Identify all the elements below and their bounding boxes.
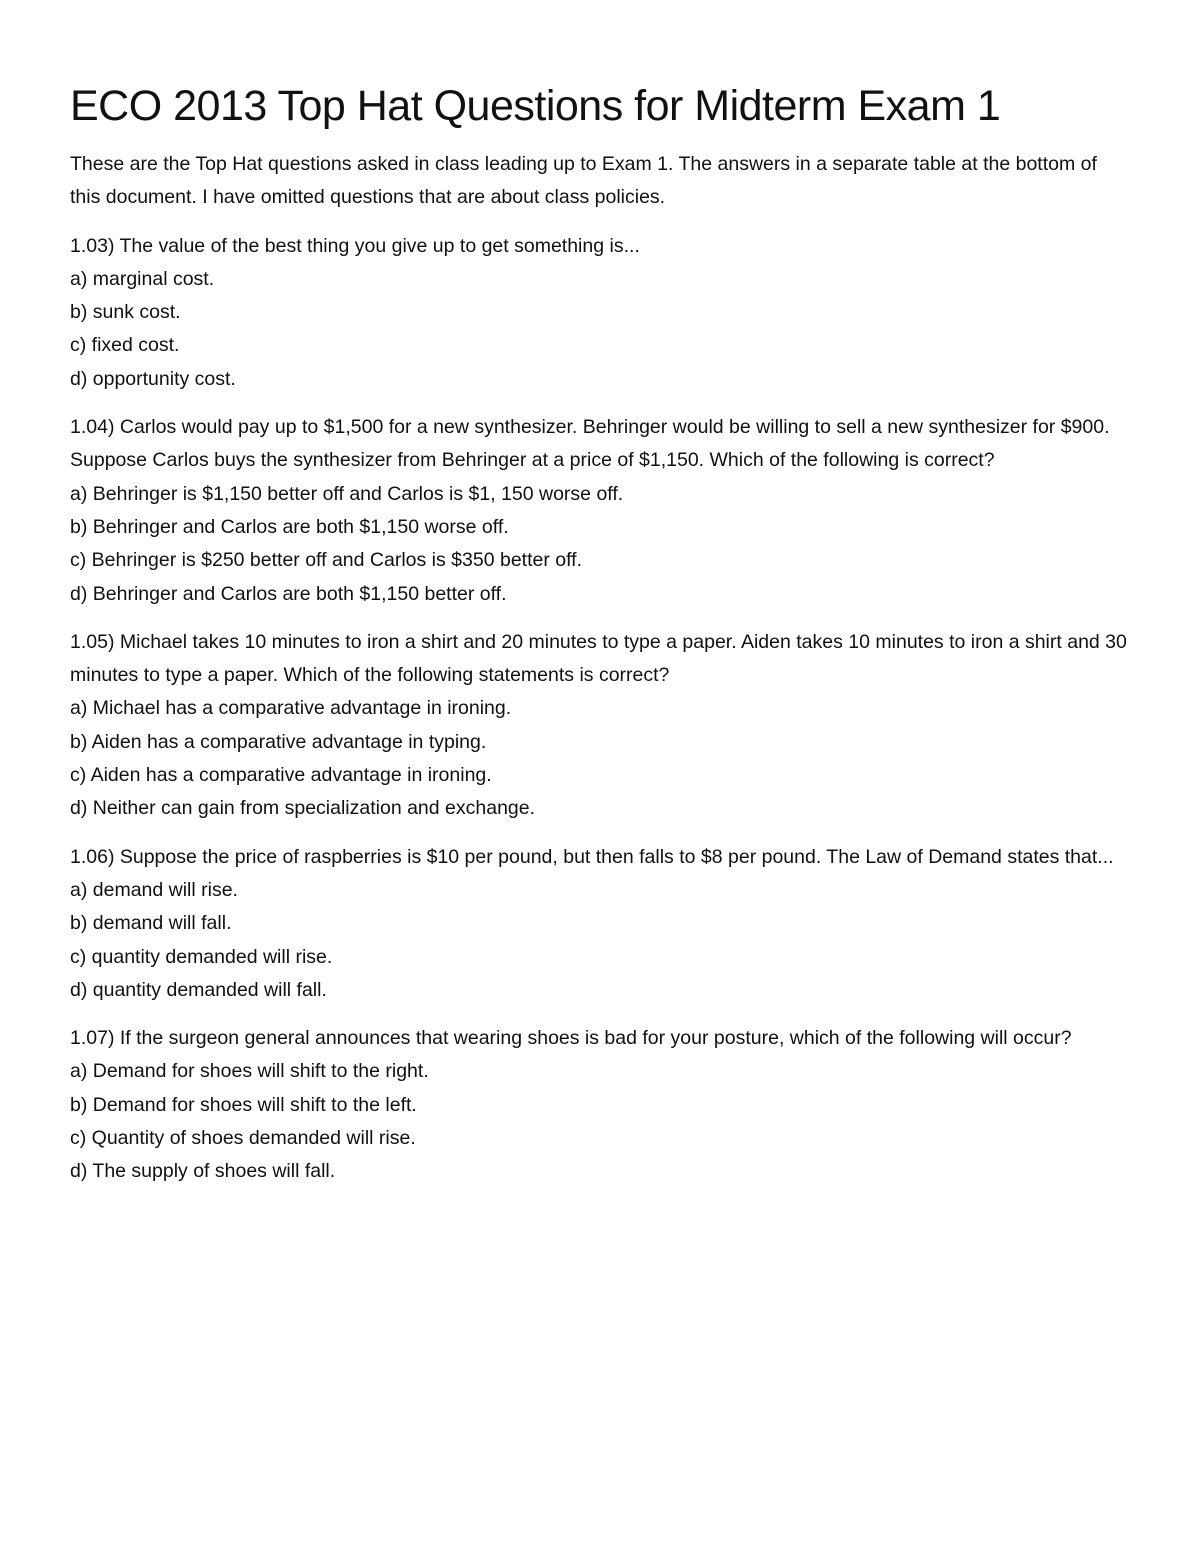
answer-option: d) quantity demanded will fall. — [70, 978, 327, 1001]
answer-option: c) fixed cost. — [70, 334, 180, 357]
answer-option: b) sunk cost. — [70, 301, 181, 324]
question-block — [70, 626, 1130, 826]
question-stem: 1.05) Michael takes 10 minutes to iron a shirt and 20 minutes to type a paper. Aiden takes 10 minutes to iron a shirt and 30 minutes to type a paper. Which of the following statements is correct? — [70, 630, 1127, 687]
answer-option: b) Behringer and Carlos are both $1,150 worse off. — [70, 515, 509, 538]
intro-paragraph: These are the Top Hat questions asked in class leading up to Exam 1. The answers in a separate table at the bottom of this document. I have omitted questions that are about class policies. — [70, 153, 1097, 209]
answer-option: a) Behringer is $1,150 better off and Carlos is $1, 150 worse off. — [70, 482, 624, 505]
answer-option: a) demand will rise. — [70, 878, 238, 901]
answer-option: b) Demand for shoes will shift to the left. — [70, 1093, 417, 1116]
question-stem: 1.04) Carlos would pay up to $1,500 for a new synthesizer. Behringer would be willing to sell a new synthesizer for $900. Suppose Carlos buys the synthesizer from Behringer at a price of $1,150. Which of the following is correct? — [70, 416, 1110, 472]
question-block — [70, 230, 1130, 396]
question-block — [70, 411, 1130, 611]
answer-option: a) Demand for shoes will shift to the right. — [70, 1060, 429, 1083]
answer-option: d) Neither can gain from specialization and exchange. — [70, 797, 536, 820]
answer-option: b) demand will fall. — [70, 912, 232, 935]
question-block — [70, 841, 1130, 1007]
answer-option: a) Michael has a comparative advantage in ironing. — [70, 697, 512, 720]
document-title: ECO 2013 Top Hat Questions for Midterm Exam 1 — [70, 82, 1001, 130]
answer-option: c) Quantity of shoes demanded will rise. — [70, 1127, 416, 1150]
answer-option: d) Behringer and Carlos are both $1,150 better off. — [70, 582, 507, 605]
answer-option: b) Aiden has a comparative advantage in typing. — [70, 730, 487, 753]
answer-option: c) quantity demanded will rise. — [70, 945, 333, 968]
question-stem: 1.03) The value of the best thing you give up to get something is... — [70, 234, 640, 257]
answer-option: c) Aiden has a comparative advantage in ironing. — [70, 764, 492, 787]
document-page — [70, 78, 1130, 1204]
question-stem: 1.07) If the surgeon general announces that wearing shoes is bad for your posture, which of the following will occur? — [70, 1027, 1072, 1050]
question-stem: 1.06) Suppose the price of raspberries is $10 per pound, but then falls to $8 per pound. The Law of Demand states that... — [70, 845, 1114, 868]
answer-option: d) The supply of shoes will fall. — [70, 1160, 336, 1183]
question-block — [70, 1022, 1130, 1188]
answer-option: c) Behringer is $250 better off and Carlos is $350 better off. — [70, 549, 582, 572]
answer-option: d) opportunity cost. — [70, 367, 236, 390]
answer-option: a) marginal cost. — [70, 267, 215, 290]
